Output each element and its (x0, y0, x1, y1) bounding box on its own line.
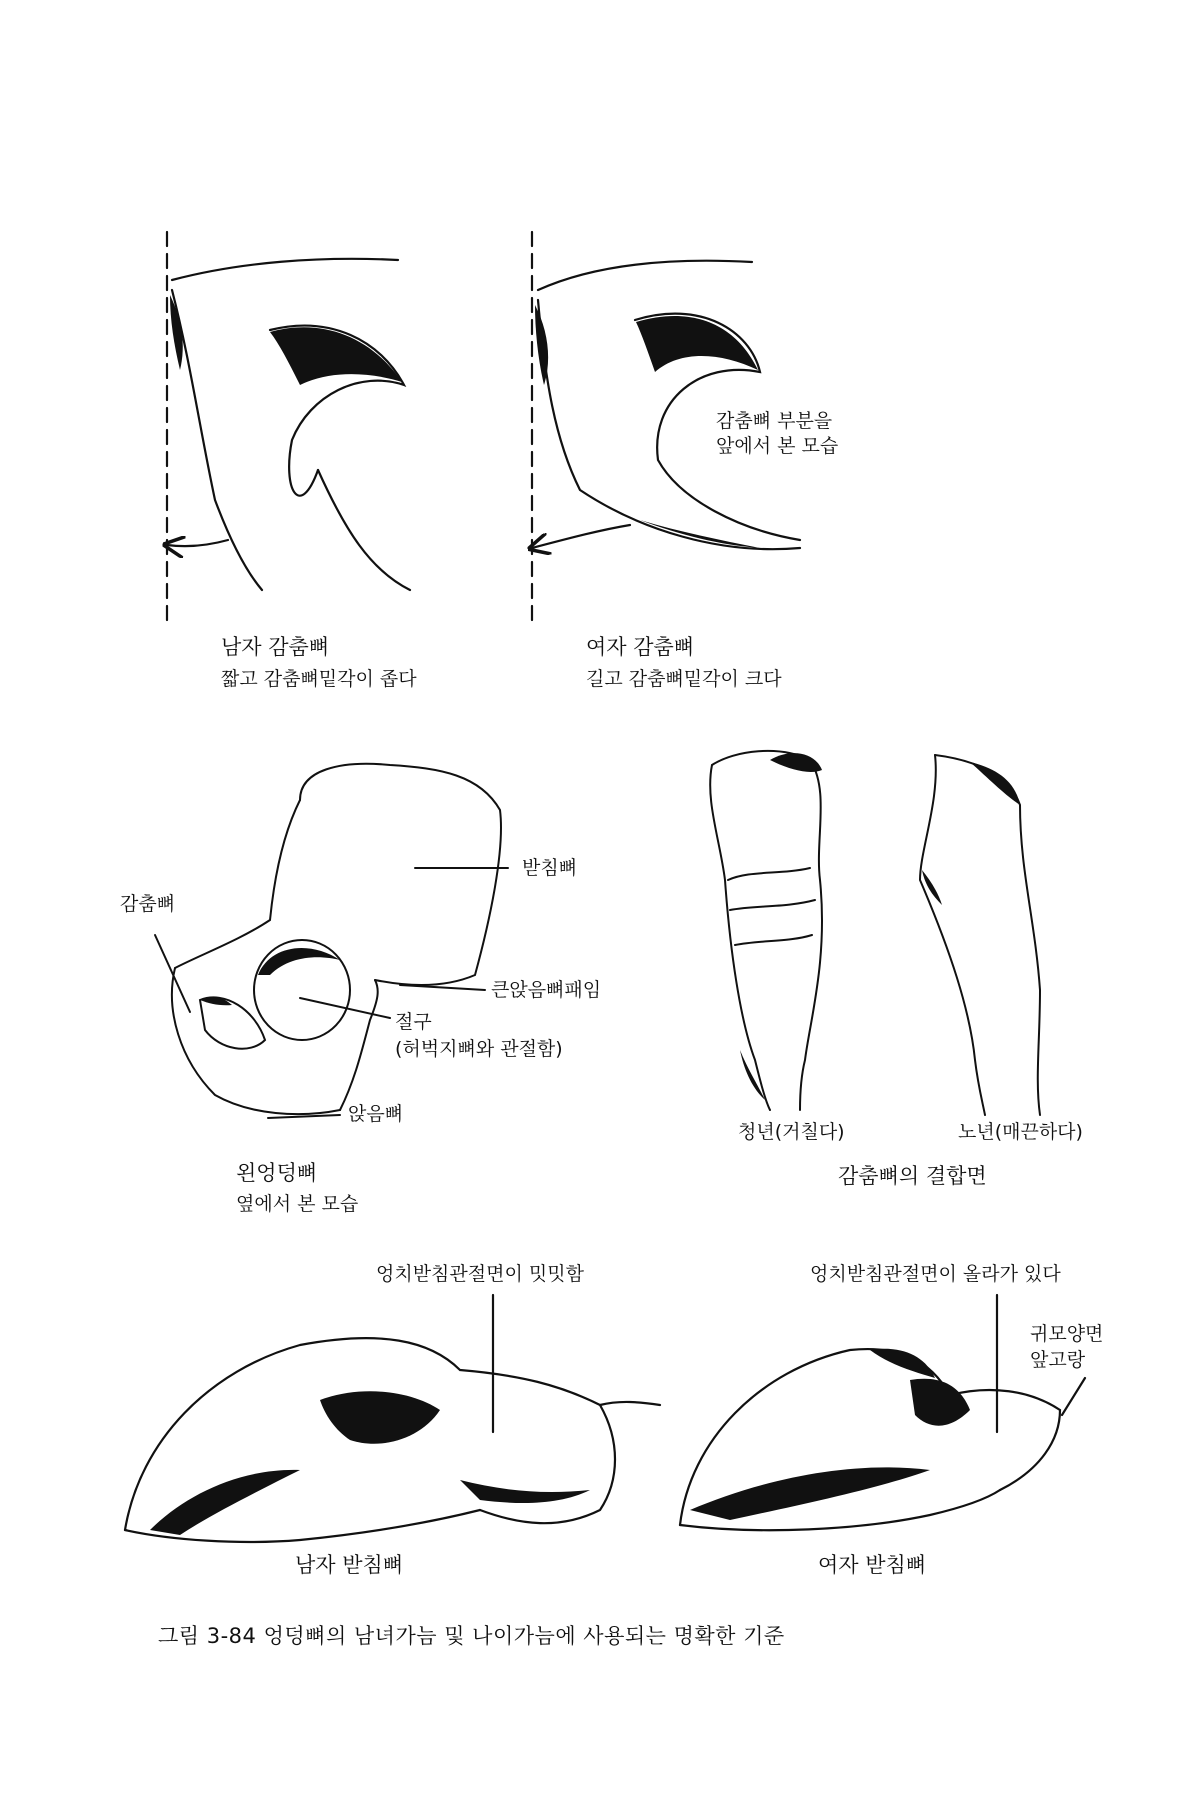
male-notch-desc: 짧고 감춤뼈밑각이 좁다 (221, 668, 417, 690)
female-ilium-shading (690, 1349, 970, 1520)
hip-bone-title: 왼엉덩뼈 (236, 1161, 318, 1185)
female-notch-top-edge (538, 261, 752, 290)
ilium-outline (300, 764, 501, 985)
figure-caption: 그림 3-84 엉덩뼈의 남녀가늠 및 나이가늠에 사용되는 명확한 기준 (158, 1624, 785, 1648)
old-symphysis-shading (922, 762, 1020, 905)
female-notch-desc: 길고 감춤뼈밑각이 크다 (586, 668, 782, 690)
ischial-back-edge (340, 980, 378, 1110)
view-note-line2: 앞에서 본 모습 (716, 435, 839, 457)
view-note-line1: 감춤뼈 부분을 (716, 410, 833, 432)
male-sciatic-notch-drawing (167, 232, 410, 628)
label-greater-sciatic-notch: 큰앉음뼈패임 (491, 979, 602, 1001)
female-notch-title: 여자 감춤뼈 (586, 635, 695, 659)
young-symphysis-outline-left (710, 765, 770, 1110)
ischium-outline (172, 968, 340, 1114)
old-symphysis-outline-left (920, 755, 985, 1115)
female-groove-label-line2: 앞고랑 (1030, 1349, 1086, 1371)
symphysis-young-drawing (710, 751, 822, 1110)
male-ilium-shading (150, 1391, 590, 1535)
label-acetabulum: 절구 (395, 1011, 432, 1033)
female-ilium-title: 여자 받침뼈 (818, 1553, 927, 1577)
male-notch-top-edge (172, 259, 398, 280)
male-notch-title: 남자 감춤뼈 (221, 635, 330, 659)
female-groove-leader (1062, 1378, 1085, 1415)
male-notch-outer-edge (172, 290, 262, 590)
male-ilium-title: 남자 받침뼈 (295, 1553, 404, 1577)
male-notch-shading (170, 295, 402, 535)
label-acetabulum-note: (허벅지뼈와 관절함) (395, 1038, 563, 1060)
left-hip-bone-drawing (155, 764, 508, 1118)
symphysis-old-label: 노년(매끈하다) (958, 1121, 1083, 1143)
male-ilium-tip (600, 1402, 660, 1405)
symphysis-title: 감춤뼈의 결합면 (838, 1164, 987, 1188)
male-auricular-label: 엉치받침관절면이 밋밋함 (376, 1263, 584, 1285)
female-groove-label-line1: 귀모양면 (1030, 1323, 1104, 1345)
male-angle-arrow (167, 540, 228, 546)
female-auricular-label: 엉치받침관절면이 올라가 있다 (810, 1263, 1061, 1285)
hip-bone-subtitle: 옆에서 본 모습 (236, 1193, 359, 1215)
young-symphysis-shading (740, 753, 822, 1100)
hip-bone-shading (200, 948, 340, 1005)
female-angle-arrow (532, 525, 630, 548)
greater-sciatic-notch-leader (400, 985, 485, 990)
male-notch-lower-edge (318, 470, 410, 590)
young-symphysis-ridges (728, 868, 815, 945)
old-symphysis-outline-right (935, 755, 1040, 1115)
label-ischial-notch: 감춤뼈 (120, 893, 176, 915)
label-ischium: 앉음뼈 (348, 1103, 404, 1125)
symphysis-old-drawing (920, 755, 1040, 1115)
ischium-leader (268, 1115, 340, 1118)
label-ilium: 받침뼈 (522, 857, 578, 879)
symphysis-young-label: 청년(거칠다) (738, 1121, 845, 1143)
ilium-anterior-edge (175, 800, 300, 968)
